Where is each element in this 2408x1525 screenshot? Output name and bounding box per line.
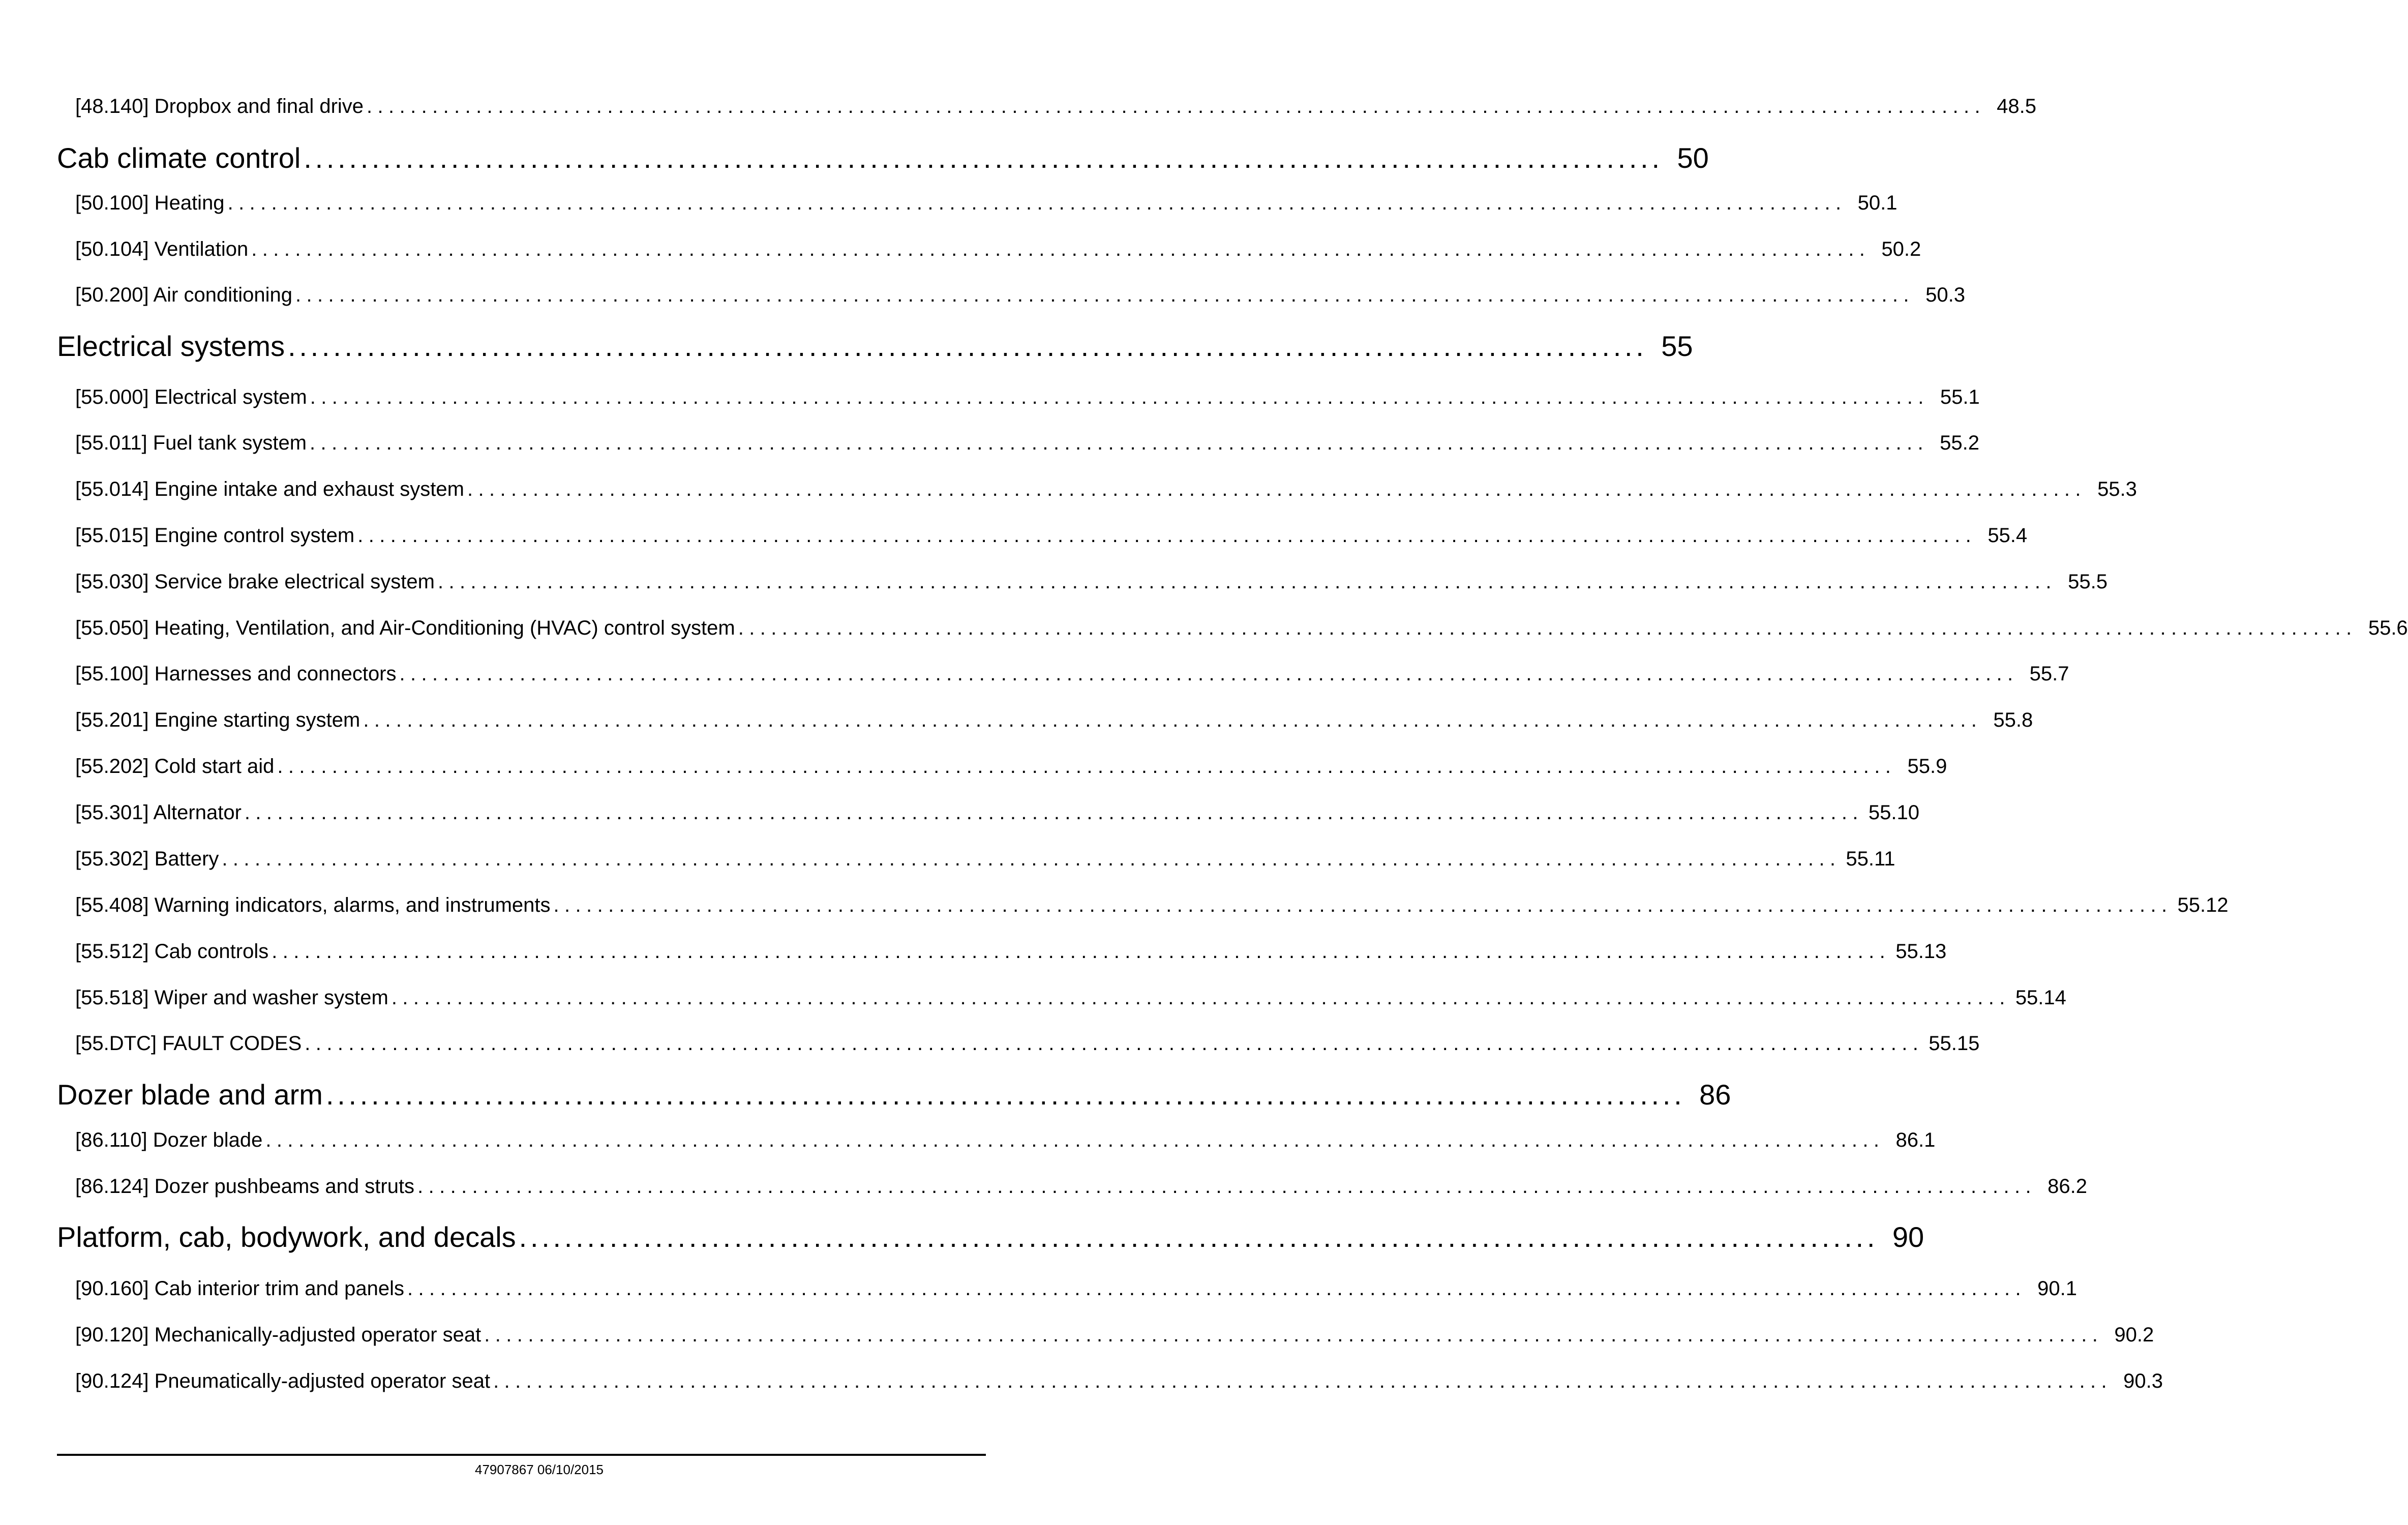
toc-entry[interactable] bbox=[75, 523, 2028, 548]
toc-entry-label: [55.030] Service brake electrical system bbox=[75, 571, 435, 593]
toc-entry-label: [55.DTC] FAULT CODES bbox=[75, 1032, 302, 1055]
toc-entry-page: 55.12 bbox=[2177, 894, 2229, 916]
toc-entry[interactable] bbox=[75, 616, 2408, 640]
toc-entry-label: [55.408] Warning indicators, alarms, and instruments bbox=[75, 894, 551, 916]
dot-leader: .................................................................................................................................................... bbox=[265, 1129, 1885, 1151]
toc-entry[interactable] bbox=[75, 191, 1898, 215]
dot-leader: ........................................................................................................................ bbox=[304, 142, 1663, 174]
toc-section-heading[interactable] bbox=[57, 1078, 1731, 1112]
dot-leader: .................................................................................................................................................... bbox=[272, 940, 1891, 963]
toc-entry-label: [90.124] Pneumatically-adjusted operator seat bbox=[75, 1370, 491, 1392]
toc-entry-label: [90.160] Cab interior trim and panels bbox=[75, 1277, 405, 1300]
dot-leader: .................................................................................................................................................... bbox=[437, 571, 2057, 593]
toc-entry[interactable] bbox=[75, 1174, 2088, 1199]
dot-leader: .................................................................................................................................................... bbox=[363, 709, 1982, 731]
toc-entry-label: [55.000] Electrical system bbox=[75, 386, 307, 408]
toc-entry-label: [55.014] Engine intake and exhaust system bbox=[75, 478, 464, 500]
toc-entry[interactable] bbox=[75, 1323, 2154, 1347]
toc-entry-page: 55.7 bbox=[2029, 663, 2069, 685]
dot-leader: .................................................................................................................................................... bbox=[467, 478, 2086, 500]
toc-entry[interactable] bbox=[75, 570, 2108, 594]
toc-entry-page: 55.13 bbox=[1895, 940, 1947, 963]
toc-entry-label: [50.100] Heating bbox=[75, 192, 225, 214]
toc-entry-label: [55.301] Alternator bbox=[75, 801, 242, 824]
toc-section-heading[interactable] bbox=[57, 330, 1693, 363]
dot-leader: .................................................................................................................................................... bbox=[310, 432, 1929, 454]
toc-section-heading[interactable] bbox=[57, 141, 1709, 175]
dot-leader: .................................................................................................................................................... bbox=[305, 1032, 1924, 1055]
section-page: 50 bbox=[1677, 142, 1709, 174]
toc-entry-label: [90.120] Mechanically-adjusted operator seat bbox=[75, 1324, 481, 1346]
toc-section-heading[interactable] bbox=[57, 1220, 1924, 1254]
toc-entry-label: [55.015] Engine control system bbox=[75, 524, 355, 547]
dot-leader: .................................................................................................................................................... bbox=[493, 1370, 2113, 1392]
toc-entry-label: [55.518] Wiper and washer system bbox=[75, 986, 388, 1009]
dot-leader: ........................................................................................................................ bbox=[288, 330, 1647, 362]
toc-entry-label: [48.140] Dropbox and final drive bbox=[75, 95, 364, 117]
toc-entry[interactable] bbox=[75, 385, 1980, 409]
section-title: Platform, cab, bodywork, and decals bbox=[57, 1221, 516, 1253]
toc-entry-label: [55.202] Cold start aid bbox=[75, 755, 275, 778]
dot-leader: .................................................................................................................................................... bbox=[407, 1277, 2026, 1300]
toc-entry-page: 55.5 bbox=[2068, 571, 2108, 593]
toc-entry-page: 48.5 bbox=[1997, 95, 2036, 117]
dot-leader: ........................................................................................................................ bbox=[519, 1221, 1879, 1253]
toc-entry-page: 50.3 bbox=[1925, 284, 1965, 306]
dot-leader: .................................................................................................................................................... bbox=[417, 1175, 2037, 1198]
toc-entry-page: 55.10 bbox=[1868, 801, 1919, 824]
footer-document-id: 47907867 06/10/2015 bbox=[474, 1462, 604, 1477]
section-title: Dozer blade and arm bbox=[57, 1079, 323, 1111]
toc-entry-page: 55.6 bbox=[2368, 617, 2408, 639]
toc-entry-label: [86.110] Dozer blade bbox=[75, 1129, 263, 1151]
section-title: Cab climate control bbox=[57, 142, 301, 174]
toc-entry-page: 55.4 bbox=[1988, 524, 2028, 547]
toc-entry[interactable] bbox=[75, 1031, 1980, 1056]
toc-entry[interactable] bbox=[75, 800, 1919, 825]
toc-entry[interactable] bbox=[75, 1128, 1936, 1152]
dot-leader: .................................................................................................................................................... bbox=[277, 755, 1897, 778]
toc-entry-page: 55.9 bbox=[1907, 755, 1947, 778]
dot-leader: .................................................................................................................................................... bbox=[310, 386, 1929, 408]
dot-leader: .................................................................................................................................................... bbox=[295, 284, 1914, 306]
dot-leader: .................................................................................................................................................... bbox=[222, 848, 1841, 870]
dot-leader: .................................................................................................................................................... bbox=[484, 1324, 2103, 1346]
toc-entry-label: [55.302] Battery bbox=[75, 848, 219, 870]
toc-entry-label: [55.050] Heating, Ventilation, and Air-Conditioning (HVAC) control system bbox=[75, 617, 735, 639]
toc-entry-page: 90.1 bbox=[2037, 1277, 2077, 1300]
dot-leader: .................................................................................................................................................... bbox=[738, 617, 2357, 639]
toc-entry-page: 50.1 bbox=[1857, 192, 1898, 214]
toc-entry[interactable] bbox=[75, 985, 2066, 1010]
section-page: 86 bbox=[1699, 1079, 1731, 1111]
toc-entry-label: [86.124] Dozer pushbeams and struts bbox=[75, 1175, 415, 1198]
toc-entry[interactable] bbox=[75, 283, 1965, 307]
toc-entry-page: 55.14 bbox=[2015, 986, 2066, 1009]
toc-entry-label: [50.200] Air conditioning bbox=[75, 284, 292, 306]
toc-entry-label: [55.100] Harnesses and connectors bbox=[75, 663, 397, 685]
footer-divider bbox=[57, 1454, 986, 1456]
toc-entry-page: 55.15 bbox=[1929, 1032, 1980, 1055]
toc-entry[interactable] bbox=[75, 1276, 2077, 1301]
toc-entry[interactable] bbox=[75, 431, 1980, 455]
dot-leader: .................................................................................................................................................... bbox=[553, 894, 2173, 916]
toc-entry-page: 55.2 bbox=[1940, 432, 1980, 454]
toc-entry-page: 90.3 bbox=[2123, 1370, 2163, 1392]
dot-leader: .................................................................................................................................................... bbox=[251, 238, 1871, 260]
toc-entry[interactable] bbox=[75, 1369, 2163, 1393]
toc-entry-label: [55.512] Cab controls bbox=[75, 940, 269, 963]
section-page: 90 bbox=[1892, 1221, 1924, 1253]
toc-entry[interactable] bbox=[75, 939, 1947, 964]
toc-entry-page: 86.1 bbox=[1895, 1129, 1936, 1151]
toc-entry[interactable] bbox=[75, 237, 1921, 261]
toc-entry-page: 90.2 bbox=[2114, 1324, 2154, 1346]
dot-leader: .................................................................................................................................................... bbox=[227, 192, 1847, 214]
toc-entry-page: 86.2 bbox=[2048, 1175, 2088, 1198]
toc-entry-page: 55.3 bbox=[2097, 478, 2137, 500]
toc-entry[interactable] bbox=[75, 847, 1895, 871]
dot-leader: .................................................................................................................................................... bbox=[391, 986, 2010, 1009]
dot-leader: .................................................................................................................................................... bbox=[244, 801, 1863, 824]
toc-entry-label: [50.104] Ventilation bbox=[75, 238, 249, 260]
toc-entry-page: 55.1 bbox=[1940, 386, 1980, 408]
dot-leader: .................................................................................................................................................... bbox=[367, 95, 1985, 117]
toc-entry-label: [55.201] Engine starting system bbox=[75, 709, 360, 731]
dot-leader: ........................................................................................................................ bbox=[325, 1079, 1685, 1111]
toc-entry-page: 55.11 bbox=[1846, 848, 1895, 870]
dot-leader: .................................................................................................................................................... bbox=[399, 663, 2019, 685]
toc-entry[interactable] bbox=[75, 754, 1947, 779]
section-page: 55 bbox=[1661, 330, 1693, 362]
section-title: Electrical systems bbox=[57, 330, 285, 362]
dot-leader: .................................................................................................................................................... bbox=[357, 524, 1977, 547]
toc-entry[interactable] bbox=[75, 708, 2033, 732]
toc-entry-label: [55.011] Fuel tank system bbox=[75, 432, 307, 454]
toc-entry-page: 50.2 bbox=[1881, 238, 1921, 260]
toc-entry[interactable] bbox=[75, 662, 2069, 686]
toc-entry[interactable] bbox=[75, 893, 2229, 917]
toc-entry[interactable] bbox=[75, 94, 2036, 118]
toc-entry[interactable] bbox=[75, 477, 2137, 501]
toc-entry-page: 55.8 bbox=[1993, 709, 2033, 731]
